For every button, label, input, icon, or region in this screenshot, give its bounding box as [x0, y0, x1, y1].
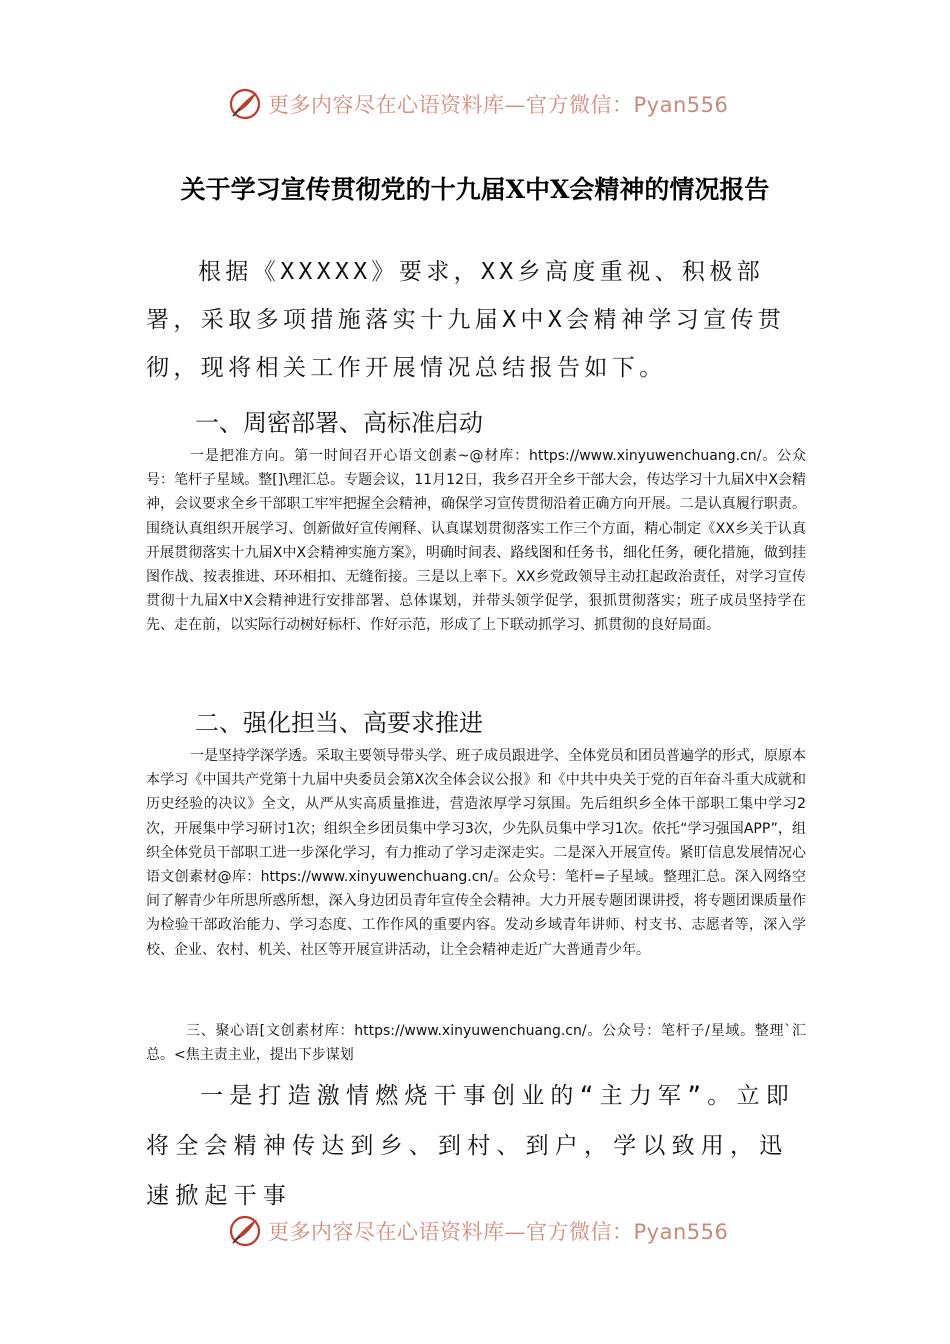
- wechat-id: Pyan556: [633, 1220, 729, 1244]
- header-watermark-banner: [228, 86, 728, 122]
- watermark-text: 更多内容尽在心语资料库—官方微信：Pyan556: [268, 93, 729, 117]
- document-title: 关于学习宣传贯彻党的十九届X中X会精神的情况报告: [180, 175, 770, 204]
- section-1-heading: 一、周密部署、高标准启动: [195, 409, 483, 437]
- intro-paragraph: 根据《XXXXX》要求，XX乡高度重视、积极部署，采取多项措施落实十九届X中X会精神学习宣传贯彻，现将相关工作开展情况总结报告如下。: [146, 259, 786, 381]
- pen-feather-logo-icon: [228, 87, 262, 121]
- section-2-heading: 二、强化担当、高要求推进: [195, 709, 483, 737]
- watermark-text: 更多内容尽在心语资料库—官方微信：Pyan556: [268, 1220, 729, 1244]
- closing-paragraph: 一是打造激情燃烧干事创业的“主力军”。立即将全会精神传达到乡、到村、到户，学以致用，迅速掀起干事: [146, 1083, 795, 1209]
- section-3-line: 三、聚心语[文创素材库：https://www.xinyuwenchuang.cn/。公众号：笔杆子/星域。整理`汇总。<焦主责主业，提出下步谋划: [146, 1023, 806, 1064]
- section-1-body: 一是把准方向。第一时间召开心语文创素~@材库：https://www.xinyuwenchuang.cn/。公众号：笔杆子星域。整[]\理汇总。专题会议，11月12日，我乡召开全乡干部大会，传达学习十九届X中X会精神，会议要求全乡干部职工牢牢把握全会精神，确保学习宣传贯彻沿着正确方向开展。二是认真履行职责。围绕认真组织开展学习、创新做好宣传阐释、认真谋划贯彻落实工作三个方面，精心制定《XX乡关于认真开展贯彻落实十九届X中X会精神实施方案》，明确时间表、路线图和任务书，细化任务，硬化措施，做到挂图作战、按表推进、环环相扣、无缝衔接。三是以上率下。XX乡党政领导主动扛起政治责任，对学习宣传贯彻十九届X中X会精神进行安排部署、总体谋划，并带头领学促学，狠抓贯彻落实；班子成员坚持学在先、走在前，以实际行动树好标杆、作好示范，形成了上下联动抓学习、抓贯彻的良好局面。: [146, 448, 806, 634]
- wechat-id: Pyan556: [633, 93, 729, 117]
- section-2-body: 一是坚持学深学透。采取主要领导带头学、班子成员跟进学、全体党员和团员普遍学的形式，原原本本学习《中国共产党第十九届中央委员会第X次全体会议公报》和《中共中央关于党的百年奋斗重大成就和历史经验的决议》全文，从严从实高质量推进，营造浓厚学习氛围。先后组织乡全体干部职工集中学习2次，开展集中学习研讨1次；组织全乡团员集中学习3次，少先队员集中学习1次。依托“学习强国APP”，组织全体党员干部职工进一步深化学习，有力推动了学习走深走实。二是深入开展宣传。紧盯信息发展情况心语文创素材@库：https://www.xinyuwenchuang.cn/。公众号：笔杆=子星域。整理汇总。深入网络空间了解青少年所思所惑所想，深入身边团员青年宣传全会精神。大力开展专题团课讲授，将专题团课质量作为检验干部政治能力、学习态度、工作作风的重要内容。发动乡域青年讲师、村支书、志愿者等，深入学校、企业、农村、机关、社区等开展宣讲活动，让全会精神走近广大普通青少年。: [146, 748, 806, 958]
- footer-watermark-banner: [228, 1213, 728, 1249]
- pen-feather-logo-icon: [228, 1214, 262, 1248]
